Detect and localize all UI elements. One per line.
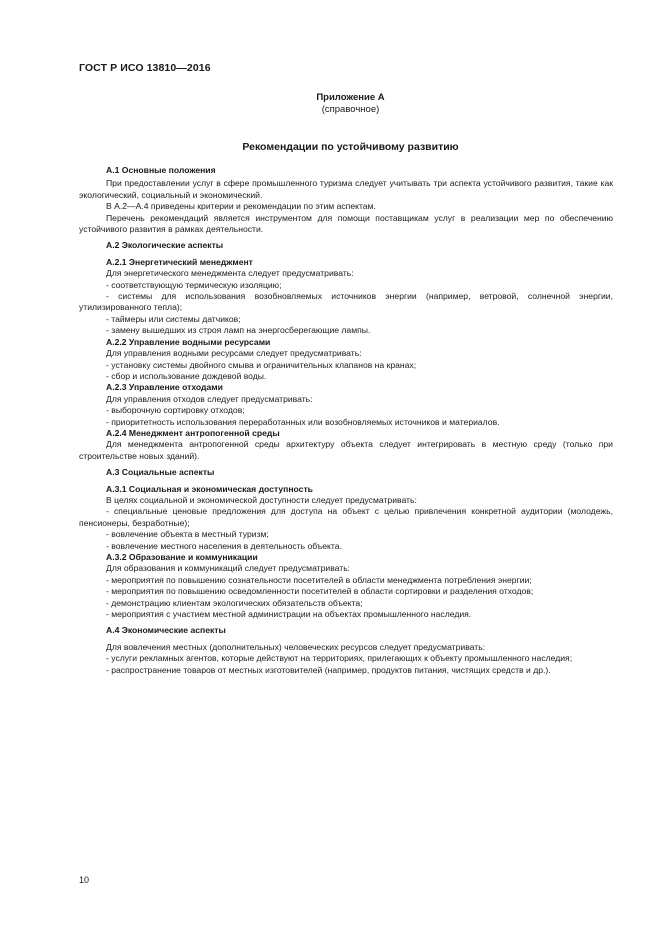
list-item: - мероприятия с участием местной администрации на объектах промышленного наследия. [106,609,472,620]
list-item: - демонстрацию клиентам экологических обязательств объекта; [106,597,363,608]
list-item: - приоритетность использования переработанных или возобновляемых источников и материалов. [106,416,500,427]
paragraph: Для энергетического менеджмента следует предусматривать: [106,268,354,279]
document-body [79,165,613,676]
subsection-heading-a2-1: А.2.1 Энергетический менеджмент [106,256,253,267]
subsection-heading-a2-4: А.2.4 Менеджмент антропогенной среды [106,427,280,438]
list-item: - специальные ценовые предложения для доступа на объект с целью привлечения конкретной аудитории (молодежь, пенсионеры, безработные); [79,506,613,528]
subsection-heading-a2-3: А.2.3 Управление отходами [106,382,223,393]
paragraph: В А.2—А.4 приведены критерии и рекомендации по этим аспектам. [106,201,376,212]
section-heading-a4: А.4 Экономические аспекты [106,625,226,636]
paragraph: Для образования и коммуникаций следует предусматривать: [106,563,351,574]
annex-subtitle: (справочное) [321,104,380,115]
list-item: - замену вышедших из строя ламп на энергосберегающие лампы. [106,325,371,336]
list-item: - соответствующую термическую изоляцию; [106,279,282,290]
list-item: - выборочную сортировку отходов; [106,405,245,416]
list-item: - мероприятия по повышению осведомленности посетителей в области сортировки и разделения отходов; [106,586,534,597]
paragraph: Перечень рекомендаций является инструментом для помощи поставщикам услуг в реализации мер по обеспечению устойчивого развития в рамках деятельности. [79,212,613,235]
subsection-heading-a3-1: А.3.1 Социальная и экономическая доступность [106,483,313,494]
list-item: - вовлечение объекта в местный туризм; [106,529,269,540]
page-title: Рекомендации по устойчивому развитию [242,141,459,153]
document-id: ГОСТ Р ИСО 13810—2016 [79,62,211,74]
section-heading-a1: А.1 Основные положения [106,165,216,175]
subsection-heading-a3-2: А.3.2 Образование и коммуникации [106,552,258,562]
list-item: - таймеры или системы датчиков; [106,313,241,324]
list-item: - вовлечение местного населения в деятельность объекта. [106,540,342,551]
page-number: 10 [79,875,90,885]
paragraph: Для менеджмента антропогенной среды архитектуру объекта следует интегрировать в местную среду (только при строительстве новых зданий). [79,439,613,461]
annex-title: Приложение А [316,92,385,103]
paragraph: Для вовлечения местных (дополнительных) человеческих ресурсов следует предусматривать: [106,641,486,652]
paragraph: В целях социальной и экономической доступности следует предусматривать: [106,494,417,505]
paragraph: Для управления водными ресурсами следует предусматривать: [106,348,362,359]
list-item: - распространение товаров от местных изготовителей (например, продуктов питания, чистящих средств и др.). [106,664,551,675]
list-item: - установку системы двойного смыва и ограничительных клапанов на кранах; [106,359,417,370]
list-item: - услуги рекламных агентов, которые действуют на территориях, прилегающих к объекту промышленного наследия; [106,653,573,664]
list-item: - сбор и использование дождевой воды. [106,370,267,381]
list-item: - мероприятия по повышению сознательности посетителей в области менеджмента потребления энергии; [106,574,532,585]
list-item: - системы для использования возобновляемых источников энергии (например, ветровой, солнечной энергии, утилизированного тепла); [79,291,613,313]
paragraph: Для управления отходов следует предусматривать: [106,393,313,404]
paragraph: При предоставлении услуг в сфере промышленного туризма следует учитывать три аспекта устойчивого развития, такие как экологический, социальный и экономический. [79,178,613,200]
section-heading-a3: А.3 Социальные аспекты [106,467,215,478]
section-heading-a2: А.2 Экологические аспекты [106,240,224,251]
subsection-heading-a2-2: А.2.2 Управление водными ресурсами [106,336,271,347]
